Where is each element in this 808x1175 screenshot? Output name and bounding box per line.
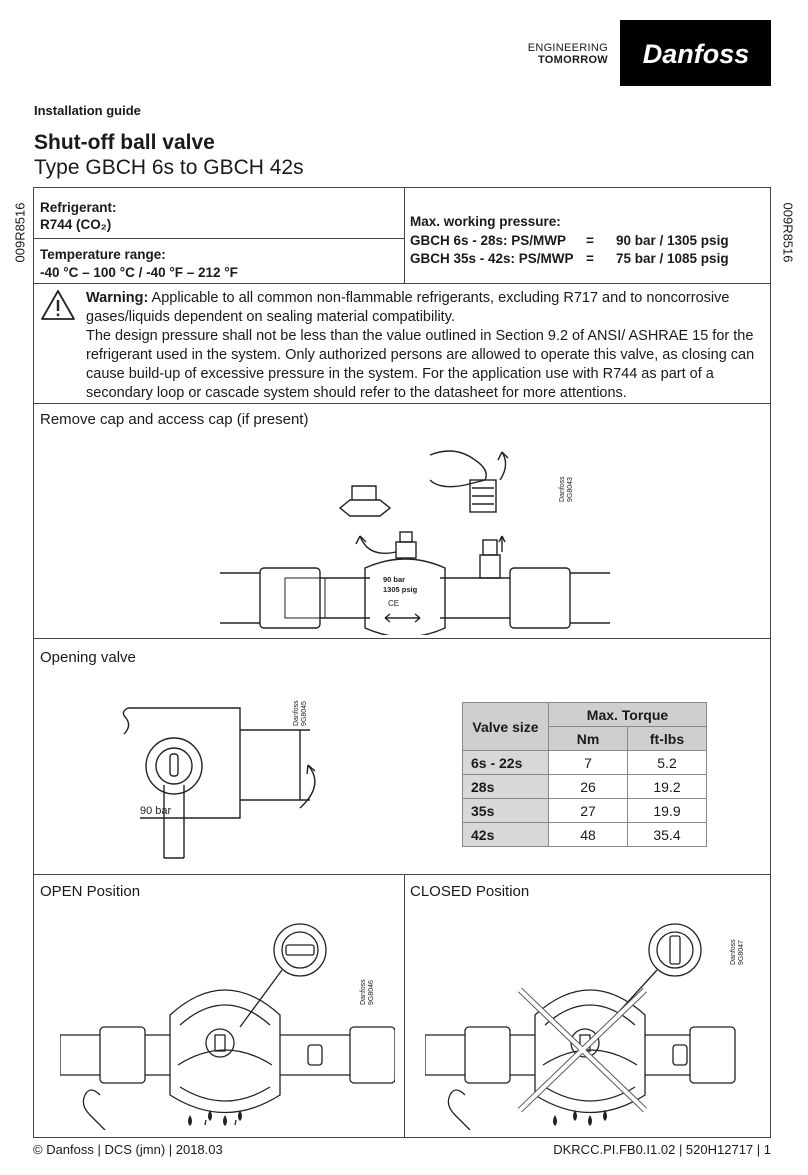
footer-doc-code: DKRCC.PI.FB0.I1.02 | 520H12717 | 1 [553, 1142, 771, 1157]
fig3-code-line-2: 9G8046 [368, 980, 375, 1005]
warning-text [86, 289, 762, 403]
fig1-code-line-2: 9G8043 [567, 477, 574, 502]
warning-line-2: The design pressure shall not be less than the value outlined in Section 9.2 of ANSI/ ASHRAE 15 for the refrigerant used in the system. Only authorized persons are allowed to operate this valve, as closing can cause build-up of excessive pressure in the system. For the application use with R744 as part of a secondary loop or cascade system should refer to the datasheet for more attentions. [86, 328, 755, 401]
danfoss-logo [620, 20, 771, 86]
section-remove-cap: Remove cap and access cap (if present) [40, 411, 309, 428]
pressure-label: Max. working pressure: [410, 214, 561, 229]
row-nm: 26 [549, 775, 628, 799]
side-code-left: 009R8516 [12, 202, 28, 263]
row-nm: 48 [549, 823, 628, 847]
refrigerant-label: Refrigerant: [40, 200, 117, 215]
row-nm: 27 [549, 799, 628, 823]
table-row [463, 799, 707, 823]
refrigerant-value: R744 (CO₂) [40, 217, 112, 232]
divider [33, 283, 771, 284]
opening-valve-illustration [110, 690, 320, 865]
table-row [463, 775, 707, 799]
col-ftlbs: ft-lbs [628, 727, 707, 751]
row-ftlbs: 19.9 [628, 799, 707, 823]
warning-icon [40, 289, 76, 321]
row-nm: 7 [549, 751, 628, 775]
row-size: 35s [463, 799, 549, 823]
col-max-torque: Max. Torque [549, 703, 707, 727]
row-ftlbs: 35.4 [628, 823, 707, 847]
temperature-value: -40 °C – 100 °C / -40 °F – 212 °F [40, 265, 238, 280]
document-type: Installation guide [34, 103, 141, 118]
section-closed-position: CLOSED Position [410, 883, 530, 900]
divider [404, 874, 405, 1138]
closed-position-illustration [425, 915, 765, 1130]
divider [33, 403, 771, 404]
pressure-eq-2: = [586, 251, 594, 266]
valve-label-bar: 90 bar [383, 575, 406, 584]
footer-copyright: © Danfoss | DCS (jmn) | 2018.03 [33, 1142, 223, 1157]
row-size: 42s [463, 823, 549, 847]
warning-line-1: Applicable to all common non-flammable refrigerants, excluding R717 and to noncorrosive gases/liquids dependent on sealing material compatibility. [86, 290, 730, 325]
pressure-eq-1: = [586, 233, 594, 248]
page-title: Shut-off ball valve [34, 131, 215, 154]
table-row [463, 823, 707, 847]
brand-tagline [518, 42, 608, 66]
fig2-code-line-2: 9G8045 [301, 701, 308, 726]
divider [33, 238, 404, 239]
warning-label: Warning: [86, 290, 149, 306]
row-ftlbs: 5.2 [628, 751, 707, 775]
table-row [463, 751, 707, 775]
fig2-code-line-1: Danfoss [293, 700, 300, 726]
logo-wordmark [626, 28, 766, 78]
torque-table [462, 702, 707, 847]
pressure-model-1: GBCH 6s - 28s: PS/MWP [410, 233, 567, 248]
fig4-code-line-1: Danfoss [730, 939, 737, 965]
pressure-model-2: GBCH 35s - 42s: PS/MWP [410, 251, 574, 266]
col-valve-size: Valve size [463, 703, 549, 751]
divider [33, 638, 771, 639]
pressure-value-1: 90 bar / 1305 psig [616, 233, 729, 248]
divider [33, 874, 771, 875]
fig4-code-line-2: 9G8047 [738, 940, 745, 965]
remove-cap-illustration [200, 440, 610, 635]
valve-label-psig: 1305 psig [383, 585, 418, 594]
pressure-value-2: 75 bar / 1085 psig [616, 251, 729, 266]
row-size: 28s [463, 775, 549, 799]
row-ftlbs: 19.2 [628, 775, 707, 799]
svg-text:Danfoss: Danfoss [642, 39, 749, 69]
page-subtitle: Type GBCH 6s to GBCH 42s [34, 156, 304, 179]
valve-label-ce: CE [388, 599, 400, 608]
tagline-line-1: ENGINEERING [527, 42, 608, 54]
col-nm: Nm [549, 727, 628, 751]
tagline-line-2: TOMORROW [537, 54, 608, 66]
open-position-illustration [60, 915, 395, 1130]
handle-label: 90 bar [140, 805, 172, 817]
row-size: 6s - 22s [463, 751, 549, 775]
section-opening-valve: Opening valve [40, 649, 136, 666]
section-open-position: OPEN Position [40, 883, 141, 900]
temperature-label: Temperature range: [40, 247, 166, 262]
fig3-code-line-1: Danfoss [360, 979, 367, 1005]
side-code-right: 009R8516 [780, 202, 796, 263]
divider [404, 187, 405, 283]
fig1-code-line-1: Danfoss [559, 476, 566, 502]
